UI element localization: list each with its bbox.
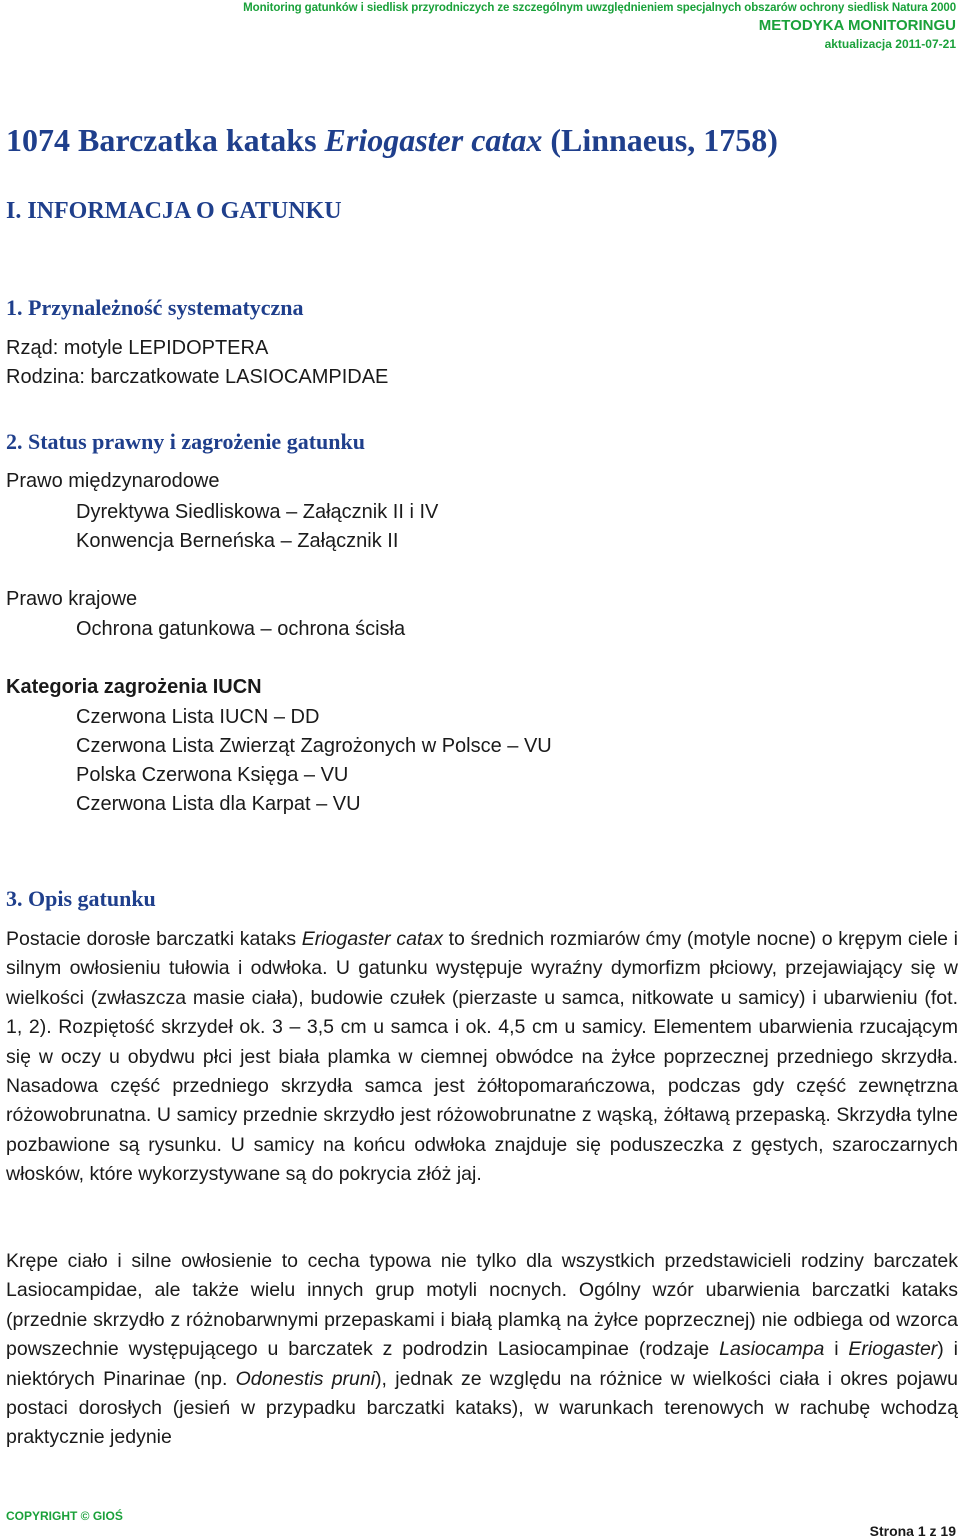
iucn-list-item: Czerwona Lista dla Karpat – VU xyxy=(76,793,361,815)
description-paragraph-1: Postacie dorosłe barczatki kataks Eriogaster catax to średnich rozmiarów ćmy (motyle nocne) o krępym ciele i silnym owłosieniu tułowia i odwłoka. U gatunku występuje wyraźny dymorfizm płciowy, przejawiający się w wielkości (zwłaszcza masie ciała), budowie czułek (pierzaste u samca, nitkowate u samicy) i ubarwieniu (fot. 1, 2). Rozpiętość skrzydeł ok. 3 – 3,5 cm u samca i ok. 4,5 cm u samicy. Elementem ubarwienia rzucającym się w oczy u obydwu płci jest biała plamka w ciemnej obwódce na żyłce poprzecznej przedniego skrzydła. Nasadowa część przedniego skrzydła samca jest żółtopomarańczowa, podczas gdy część zewnętrzna różowobrunatna. U samicy przednie skrzydło jest różowobrunatne z wąską, żółtawą przepaską. Skrzydła tylne pozbawione są rysunku. U samicy na końcu odwłoka znajduje się poduszeczka z gęstych, szaroczarnych włosków, które wykorzystywane są do pokrycia złóż jaj. xyxy=(6,928,958,1186)
header-project-title: Monitoring gatunków i siedlisk przyrodniczych ze szczególnym uwzględnieniem specjalnych obszarów ochrony siedlisk Natura 2000 xyxy=(243,2,956,14)
iucn-category-label: Kategoria zagrożenia IUCN xyxy=(6,676,262,698)
section-heading: I. INFORMACJA O GATUNKU xyxy=(6,198,342,224)
taxonomy-order: Rząd: motyle LEPIDOPTERA xyxy=(6,337,269,359)
taxonomy-family: Rodzina: barczatkowate LASIOCAMPIDAE xyxy=(6,366,389,388)
national-law-label: Prawo krajowe xyxy=(6,588,138,610)
description-paragraph-2: Krępe ciało i silne owłosienie to cecha typowa nie tylko dla wszystkich przedstawicieli rodziny barczatek Lasiocampidae, ale także wielu innych grup motyli nocnych. Ogólny wzór ubarwienia barczatki kataks (przednie skrzydło z różnobarwnymi przepaskami i białą plamką na żyłce poprzecznej) nie odbiega od wzorca powszechnie występującego u barczatek z podrodzin Lasiocampinae (rodzaje Lasiocampa i Eriogaster) i niektórych Pinarinae (np. Odonestis pruni), jednak ze względu na różnice w wielkości ciała i okres pojawu postaci dorosłych (jesień w przypadku barczatki kataks), w warunkach terenowych w rachubę wchodzą praktycznie jedynie xyxy=(6,1250,958,1449)
international-law-label: Prawo międzynarodowe xyxy=(6,470,220,492)
international-law-item: Konwencja Berneńska – Załącznik II xyxy=(76,530,399,552)
document-title: 1074 Barczatka kataks Eriogaster catax (Linnaeus, 1758) xyxy=(6,122,778,158)
header-update-date: aktualizacja 2011-07-21 xyxy=(824,37,956,51)
footer-copyright: COPYRIGHT © GIOŚ xyxy=(6,1509,123,1523)
title-latin-name: Eriogaster catax xyxy=(324,122,543,158)
subsection-heading-legal-status: 2. Status prawny i zagrożenie gatunku xyxy=(6,429,365,454)
national-law-item: Ochrona gatunkowa – ochrona ścisła xyxy=(76,618,406,640)
subsection-heading-description: 3. Opis gatunku xyxy=(6,886,156,911)
latin-name: Lasiocampa xyxy=(719,1338,825,1361)
header-methodology: METODYKA MONITORINGU xyxy=(758,17,956,34)
subsection-heading-taxonomy: 1. Przynależność systematyczna xyxy=(6,295,304,320)
latin-name: Odonestis pruni xyxy=(235,1367,376,1390)
iucn-list-item: Polska Czerwona Księga – VU xyxy=(76,764,349,786)
footer-page-number: Strona 1 z 19 xyxy=(869,1523,956,1539)
latin-name: Eriogaster catax xyxy=(301,928,443,950)
iucn-list-item: Czerwona Lista IUCN – DD xyxy=(76,706,320,728)
iucn-list-item: Czerwona Lista Zwierząt Zagrożonych w Polsce – VU xyxy=(76,735,552,757)
international-law-item: Dyrektywa Siedliskowa – Załącznik II i IV xyxy=(76,501,439,523)
latin-name: Eriogaster xyxy=(848,1338,938,1361)
